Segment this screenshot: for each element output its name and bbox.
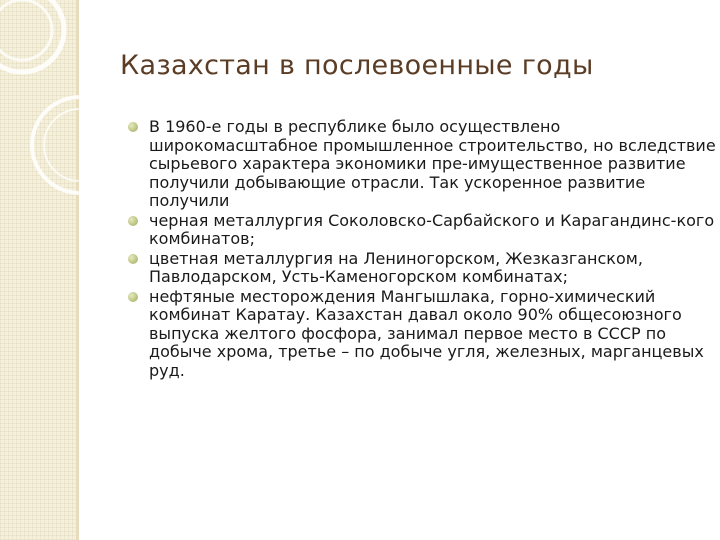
bullet-item — [128, 250, 718, 287]
bullet-text: В 1960-е годы в республике было осуществлено широкомасштабное промышленное строительство, но вследствие сырьевого характера экономики пре-имущественное развитие получили добывающие отрасли. Так ускоренное развитие получили — [149, 117, 716, 210]
bullet-text: черная металлургия Соколовско-Сарбайского и Карагандинс-кого комбинатов; — [149, 210, 715, 248]
bullet-text: цветная металлургия на Лениногорском, Жезказганском, Павлодарском, Усть-Каменогорском комбинатах; — [149, 248, 643, 286]
bullet-item — [128, 288, 718, 381]
bullet-item — [128, 118, 718, 211]
circle-ornament-icon — [0, 0, 120, 220]
bullet-dot-icon — [128, 122, 138, 132]
bullet-dot-icon — [128, 254, 138, 264]
bullet-dot-icon — [128, 292, 138, 302]
bullet-list — [128, 118, 718, 381]
slide-title: Казахстан в послевоенные годы — [120, 50, 594, 81]
bullet-dot-icon — [128, 216, 138, 226]
bullet-item — [128, 212, 718, 249]
bullet-text: нефтяные месторождения Мангышлака, горно-химический комбинат Каратау. Казахстан давал около 90% общесоюзного выпуска желтого фосфора, занимал первое место в СССР по добыче хрома, третье – по добыче угля, железных, марганцевых руд. — [149, 286, 704, 380]
